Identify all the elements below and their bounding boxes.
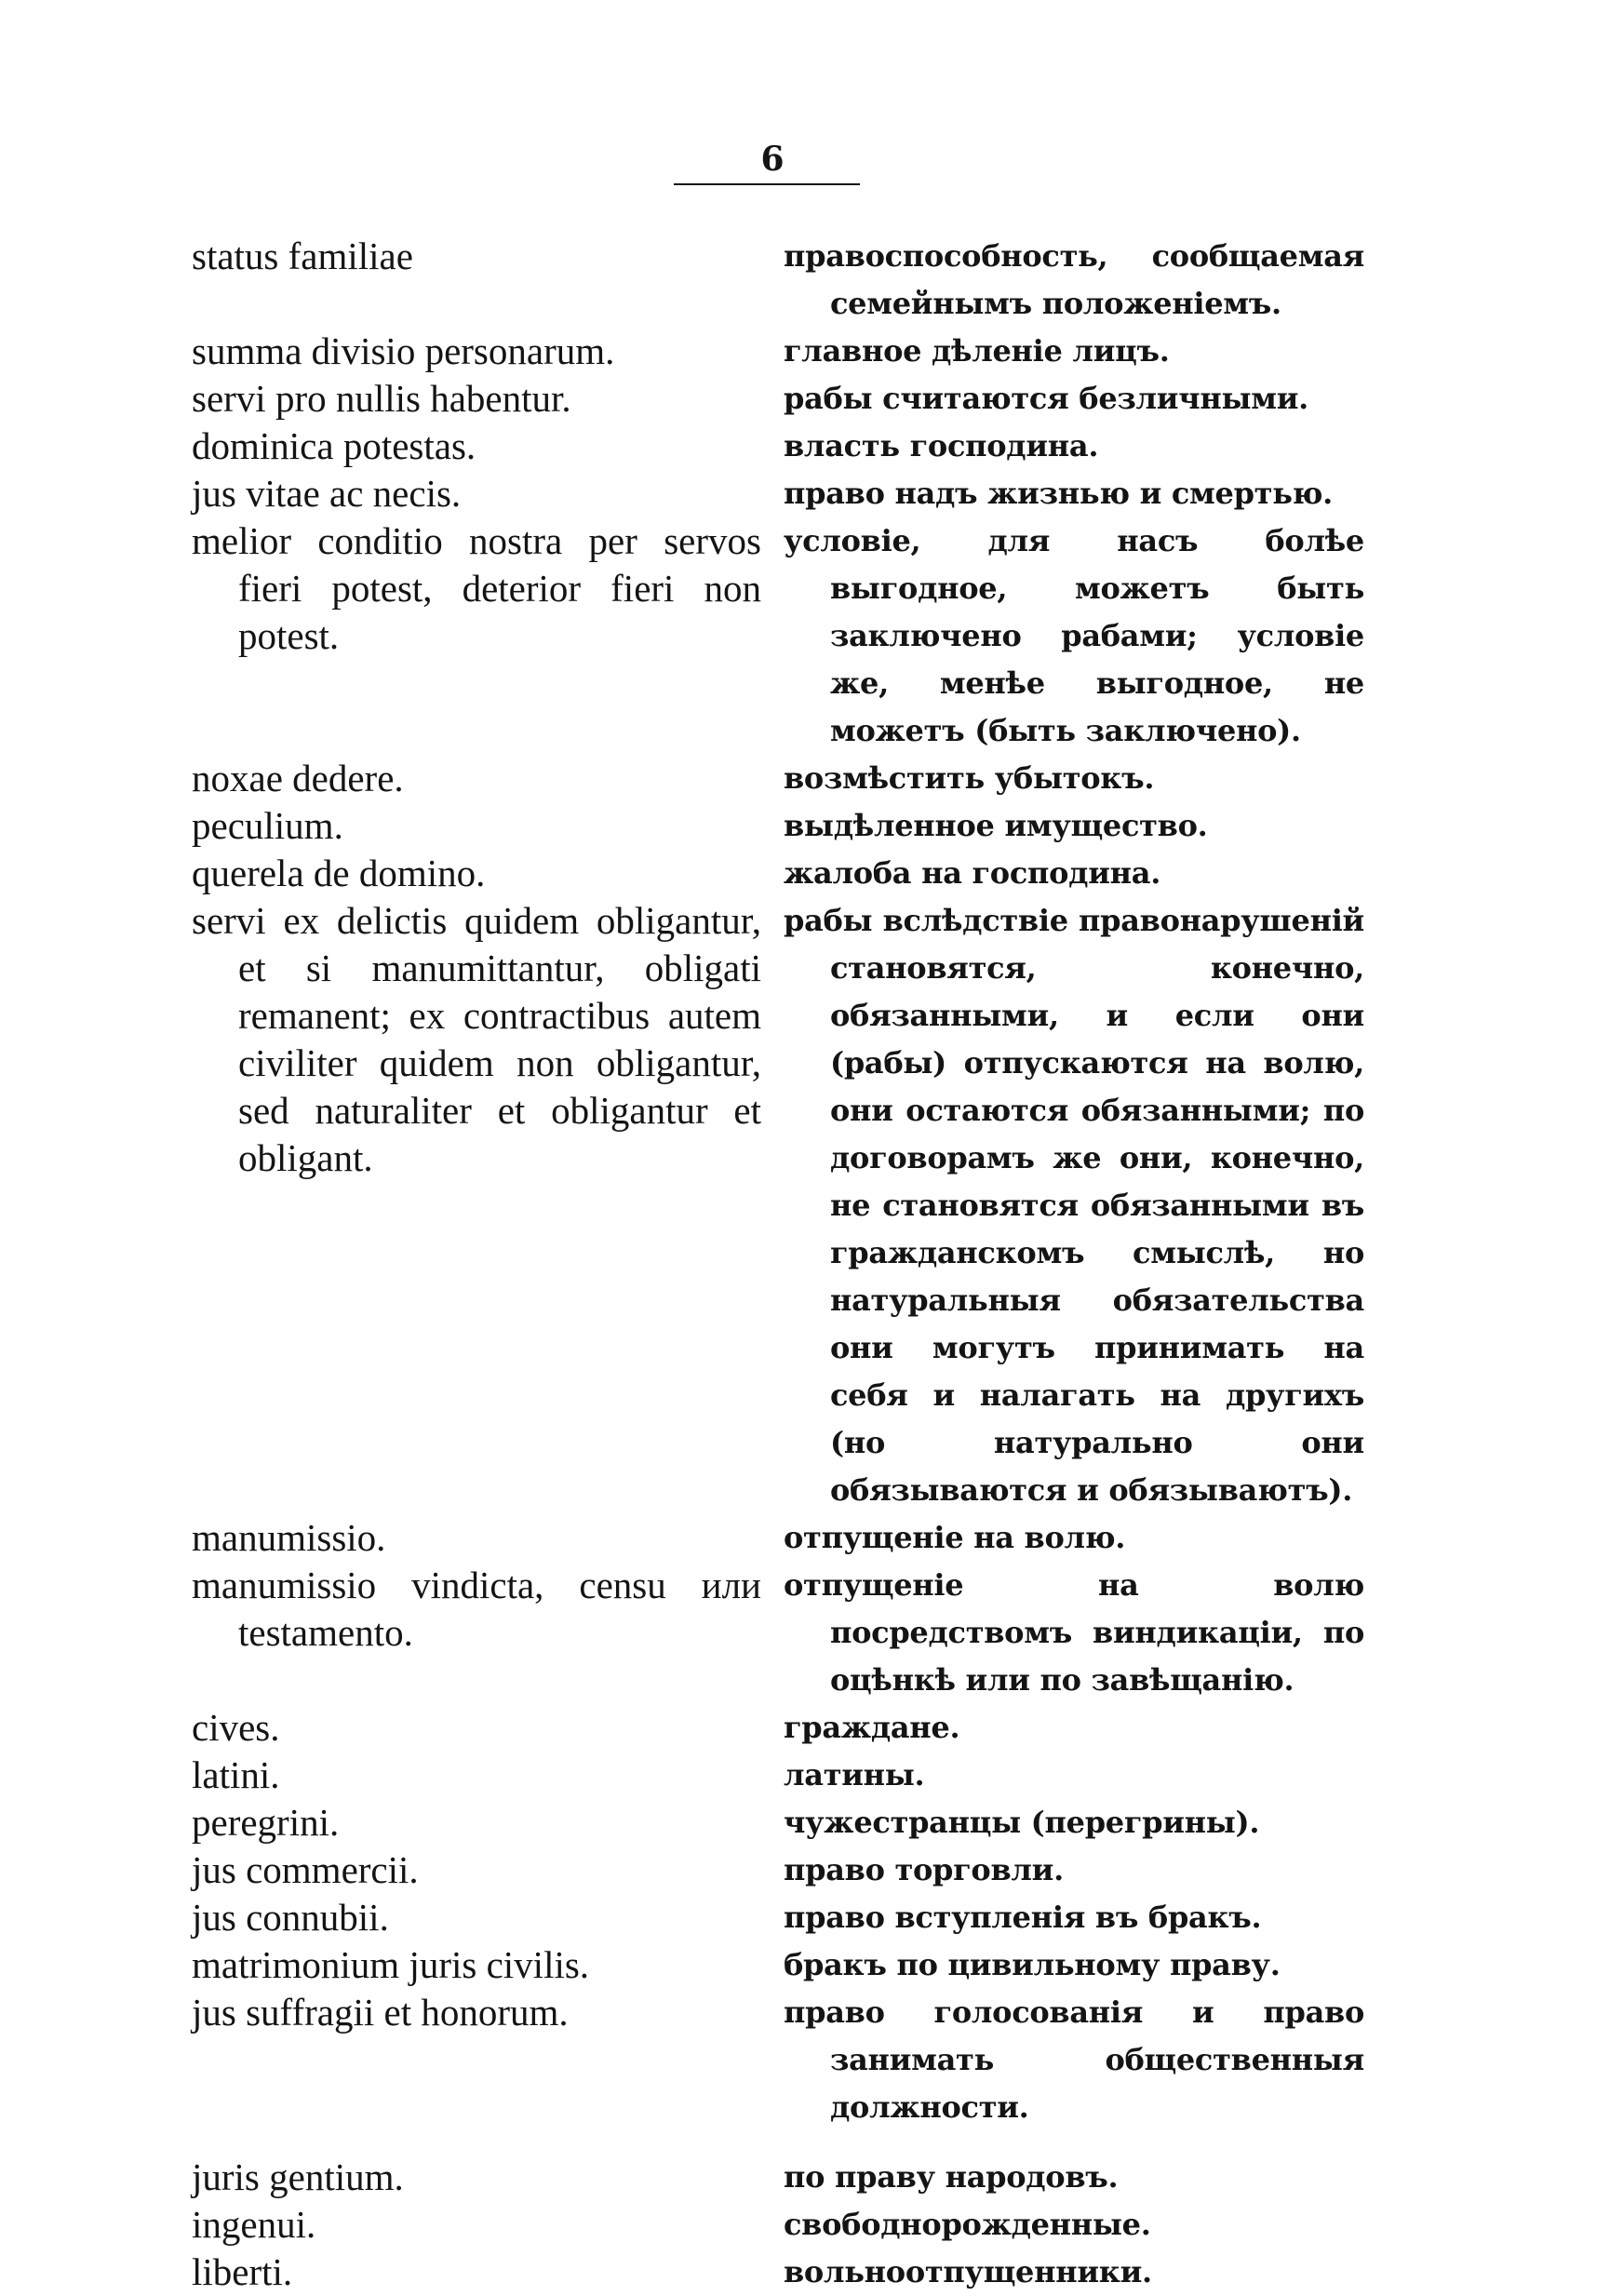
glossary-entry	[192, 2154, 1364, 2201]
russian-translation: право вступленія въ бракъ.	[784, 1900, 1262, 1935]
latin-term: peregrini.	[192, 1801, 340, 1844]
glossary-entry	[192, 1989, 1364, 2131]
russian-translation: жалоба на господина.	[784, 855, 1161, 891]
latin-term: servi ex delictis quidem obligantur, et si manumittantur, obligati remanent; ex contractibus autem civiliter quidem non obligantur, sed naturaliter et obligantur et obligant.	[192, 899, 761, 1179]
russian-translation: выдѣленное имущество.	[784, 808, 1208, 843]
glossary-entry	[192, 755, 1364, 802]
russian-translation: правоспособность, сообщаемая семейнымъ положеніемъ.	[784, 238, 1364, 321]
russian-translation: право голосованія и право занимать общественныя должности.	[784, 1994, 1364, 2125]
latin-term: noxae dedere.	[192, 757, 404, 799]
latin-term: servi pro nullis habentur.	[192, 377, 571, 420]
latin-term: peculium.	[192, 804, 343, 847]
russian-translation: вольноотпущенники.	[784, 2254, 1152, 2289]
latin-term: status familiae	[192, 235, 413, 277]
glossary-entry	[192, 1941, 1364, 1989]
russian-translation: возмѣстить убытокъ.	[784, 760, 1155, 796]
russian-translation: латины.	[784, 1757, 925, 1792]
russian-translation: чужестранцы (перегрины).	[784, 1805, 1260, 1840]
russian-translation: рабы считаются безличными.	[784, 381, 1308, 416]
glossary-entry	[192, 802, 1364, 850]
latin-term: manumissio.	[192, 1516, 386, 1559]
latin-term: cives.	[192, 1706, 280, 1749]
glossary-entry	[192, 1846, 1364, 1894]
russian-translation: по праву народовъ.	[784, 2159, 1119, 2195]
russian-translation: рабы вслѣдствіе правонарушеній становятся, конечно, обязанными, и если они (рабы) отпускаются на волю, они остаются обязанными; по договорамъ же они, конечно, не становятся обязанными въ гражданскомъ смыслѣ, но натуральныя обязательства они могутъ принимать на себя и налагать на другихъ (но натурально они обязываются и обязываютъ).	[784, 903, 1364, 1508]
latin-term: jus connubii.	[192, 1896, 389, 1939]
russian-translation: условіе, для насъ болѣе выгодное, можетъ быть заключено рабами; условіе же, менѣе выгодное, не можетъ (быть заключено).	[784, 523, 1364, 748]
glossary-entry	[192, 423, 1364, 470]
glossary-entry	[192, 1752, 1364, 1799]
glossary-list	[192, 233, 1364, 2296]
russian-translation: граждане.	[784, 1710, 960, 1745]
glossary-entry	[192, 2249, 1364, 2296]
glossary-entry	[192, 470, 1364, 517]
glossary-entry	[192, 517, 1364, 755]
latin-term: melior conditio nostra per servos fieri potest, deterior fieri non potest.	[192, 519, 761, 657]
latin-term: jus suffragii et honorum.	[192, 1991, 569, 2034]
glossary-entry	[192, 2201, 1364, 2249]
glossary-entry	[192, 328, 1364, 375]
russian-translation: главное дѣленіе лицъ.	[784, 333, 1170, 369]
russian-translation: право торговли.	[784, 1852, 1064, 1887]
russian-translation: власть господина.	[784, 428, 1099, 463]
russian-translation: отпущеніе на волю посредствомъ виндикаціи, по оцѣнкѣ или по завѣщанію.	[784, 1567, 1364, 1698]
latin-term: dominica potestas.	[192, 424, 476, 467]
glossary-entry	[192, 375, 1364, 423]
latin-term: manumissio vindicta, censu или testamento.	[192, 1564, 761, 1654]
page-number: 6	[760, 140, 785, 179]
latin-term: liberti.	[192, 2250, 293, 2293]
glossary-entry	[192, 1799, 1364, 1846]
latin-term: querela de domino.	[192, 852, 486, 894]
glossary-entry	[192, 897, 1364, 1514]
russian-translation: отпущеніе на волю.	[784, 1520, 1126, 1555]
russian-translation: свободнорожденные.	[784, 2207, 1151, 2242]
page-number-rule	[674, 183, 860, 185]
latin-term: jus vitae ac necis.	[192, 472, 462, 515]
latin-term: summa divisio personarum.	[192, 329, 615, 372]
glossary-entry	[192, 1562, 1364, 1704]
latin-term: matrimonium juris civilis.	[192, 1943, 590, 1986]
glossary-entry	[192, 233, 1364, 328]
glossary-entry	[192, 1704, 1364, 1752]
latin-term: juris gentium.	[192, 2155, 404, 2198]
russian-translation: право надъ жизнью и смертью.	[784, 476, 1333, 511]
glossary-entry	[192, 1894, 1364, 1941]
russian-translation: бракъ по цивильному праву.	[784, 1947, 1281, 1982]
latin-term: ingenui.	[192, 2203, 316, 2246]
latin-term: latini.	[192, 1753, 280, 1796]
glossary-entry	[192, 1514, 1364, 1562]
glossary-entry	[192, 850, 1364, 897]
latin-term: jus commercii.	[192, 1848, 419, 1891]
